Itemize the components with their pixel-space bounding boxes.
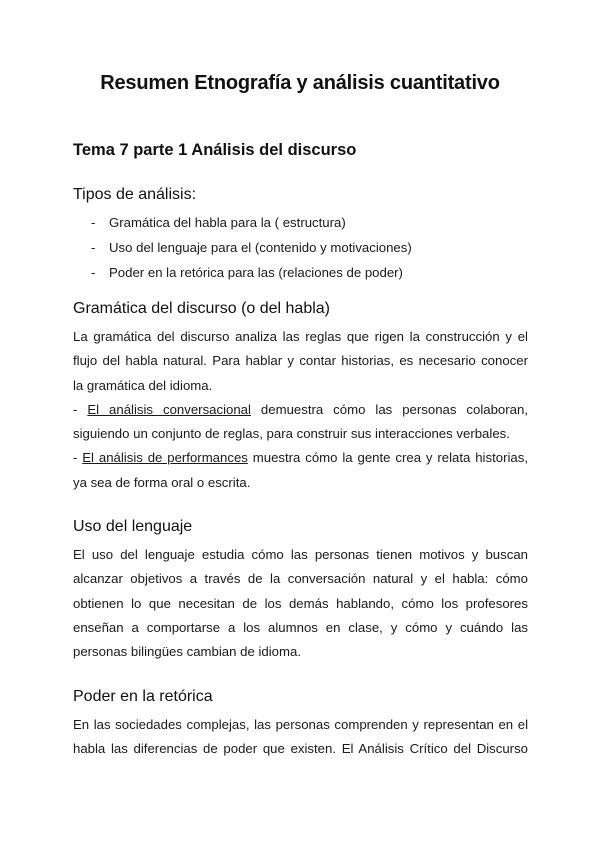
section-heading-tipos: Tipos de análisis:: [73, 186, 197, 203]
paragraph-line: enseñan a comportarse a los alumnos en clase, y cómo y cuándo las: [73, 619, 528, 635]
paragraph-line: siguiendo un conjunto de reglas, para construir sus interacciones verbales.: [73, 426, 510, 442]
section-heading-poder: Poder en la retórica: [73, 688, 213, 705]
item-prefix: -: [73, 450, 83, 466]
topic-title: Tema 7 parte 1 Análisis del discurso: [73, 141, 357, 159]
list-item-text: Uso del lenguaje para el (contenido y motivaciones): [109, 240, 412, 255]
paragraph-line: obtienen lo que necesitan de los demás hablando, cómo los profesores: [73, 595, 528, 611]
paragraph-line: El uso del lenguaje estudia cómo las personas tienen motivos y buscan: [73, 547, 528, 562]
list-item: [73, 213, 412, 238]
paragraph-line: [73, 398, 528, 422]
list-item: [73, 238, 412, 263]
bullet-marker: -: [91, 240, 96, 255]
gramatica-paragraph: [73, 325, 528, 495]
paragraph-line: habla las diferencias de poder que existen. El Análisis Crítico del Discurso: [73, 741, 528, 757]
section-heading-uso: Uso del lenguaje: [73, 518, 193, 535]
list-item-text: Gramática del habla para la ( estructura): [109, 215, 346, 230]
paragraph-line: En las sociedades complejas, las personas comprenden y representan en el: [73, 717, 528, 732]
paragraph-line: la gramática del idioma.: [73, 377, 213, 393]
document-title: Resumen Etnografía y análisis cuantitativo: [100, 72, 500, 94]
uso-paragraph: [73, 543, 528, 664]
paragraph-line: alcanzar objetivos a través de la conversación natural y el habla: cómo: [73, 571, 528, 587]
list-item: [73, 263, 412, 288]
bullet-marker: -: [91, 215, 96, 230]
paragraph-line: ya sea de forma oral o escrita.: [73, 474, 251, 490]
item-text: demuestra cómo las personas colaboran,: [250, 401, 528, 417]
tipos-list: [73, 213, 412, 288]
list-item-text: Poder en la retórica para las (relaciones de poder): [109, 265, 403, 280]
paragraph-line: flujo del habla natural. Para hablar y contar historias, es necesario conocer: [73, 353, 528, 369]
paragraph-line: [73, 446, 528, 470]
item-text: muestra cómo la gente crea y relata historias,: [247, 450, 528, 466]
section-heading-gramatica: Gramática del discurso (o del habla): [73, 300, 331, 317]
performance-analysis-term: El análisis de performances: [82, 450, 248, 466]
poder-paragraph: [73, 713, 528, 762]
paragraph-line: personas bilingües cambian de idioma.: [73, 644, 301, 660]
item-prefix: -: [73, 401, 88, 417]
conversational-analysis-term: El análisis conversacional: [87, 401, 251, 417]
bullet-marker: -: [91, 265, 96, 280]
paragraph-line: La gramática del discurso analiza las reglas que rigen la construcción y el: [73, 329, 528, 344]
